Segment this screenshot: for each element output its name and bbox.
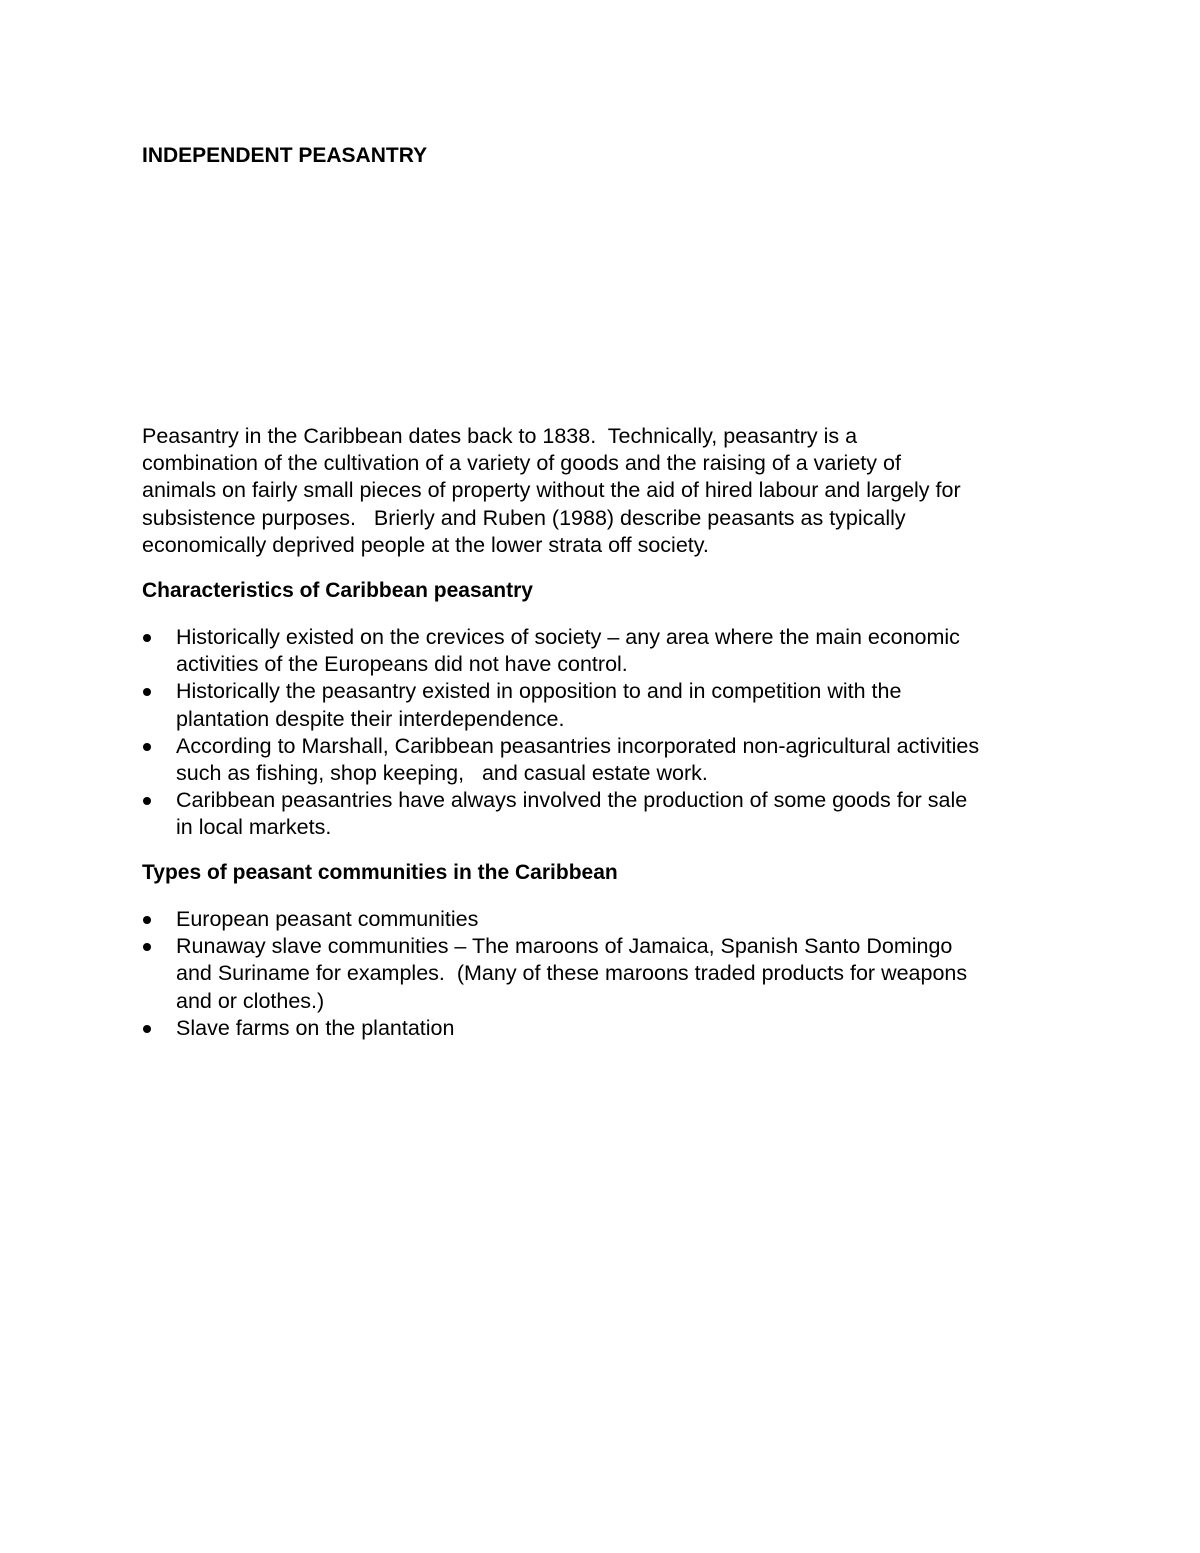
list-item (142, 624, 1072, 678)
list-item (142, 906, 1072, 933)
bullet-icon (143, 916, 151, 924)
types-list (142, 906, 1072, 1042)
bullet-icon (143, 1025, 151, 1033)
intro-line: economically deprived people at the lower strata off society. (142, 532, 709, 557)
intro-line: animals on fairly small pieces of property without the aid of hired labour and largely for (142, 478, 961, 503)
intro-paragraph (142, 423, 1072, 559)
list-item (142, 933, 1072, 1015)
characteristics-list (142, 624, 1072, 842)
list-item-line: activities of the Europeans did not have control. (176, 652, 628, 677)
list-item-line: Historically existed on the crevices of society – any area where the main economic (176, 625, 960, 649)
list-item (142, 787, 1072, 841)
list-item-line: and Suriname for examples. (Many of these maroons traded products for weapons (176, 961, 968, 986)
list-item-line: European peasant communities (176, 907, 479, 931)
intro-line: subsistence purposes. Brierly and Ruben (1988) describe peasants as typically (142, 505, 906, 530)
list-item (142, 733, 1072, 787)
document-title: INDEPENDENT PEASANTRY (142, 144, 428, 167)
list-item-line: plantation despite their interdependence. (176, 706, 565, 731)
list-item-line: such as fishing, shop keeping, and casual estate work. (176, 761, 708, 786)
list-item-line: Caribbean peasantries have always involved the production of some goods for sale (176, 788, 968, 813)
list-item-line: Runaway slave communities – The maroons of Jamaica, Spanish Santo Domingo (176, 934, 953, 959)
bullet-icon (143, 634, 151, 642)
bullet-icon (143, 943, 151, 951)
list-item (142, 678, 1072, 732)
list-item-line: Slave farms on the plantation (176, 1015, 455, 1040)
list-item-line: and or clothes.) (176, 988, 325, 1013)
list-item-line: Historically the peasantry existed in opposition to and in competition with the (176, 679, 902, 704)
section-heading-characteristics: Characteristics of Caribbean peasantry (142, 579, 533, 602)
bullet-icon (143, 688, 151, 696)
bullet-icon (143, 743, 151, 751)
section-heading-types: Types of peasant communities in the Caribbean (142, 861, 618, 884)
list-item-line: in local markets. (176, 815, 332, 840)
intro-line: combination of the cultivation of a variety of goods and the raising of a variety of (142, 451, 901, 476)
list-item-line: According to Marshall, Caribbean peasantries incorporated non-agricultural activities (176, 733, 980, 758)
intro-line: Peasantry in the Caribbean dates back to 1838. Technically, peasantry is a (142, 424, 858, 448)
bullet-icon (143, 797, 151, 805)
list-item (142, 1015, 1072, 1042)
